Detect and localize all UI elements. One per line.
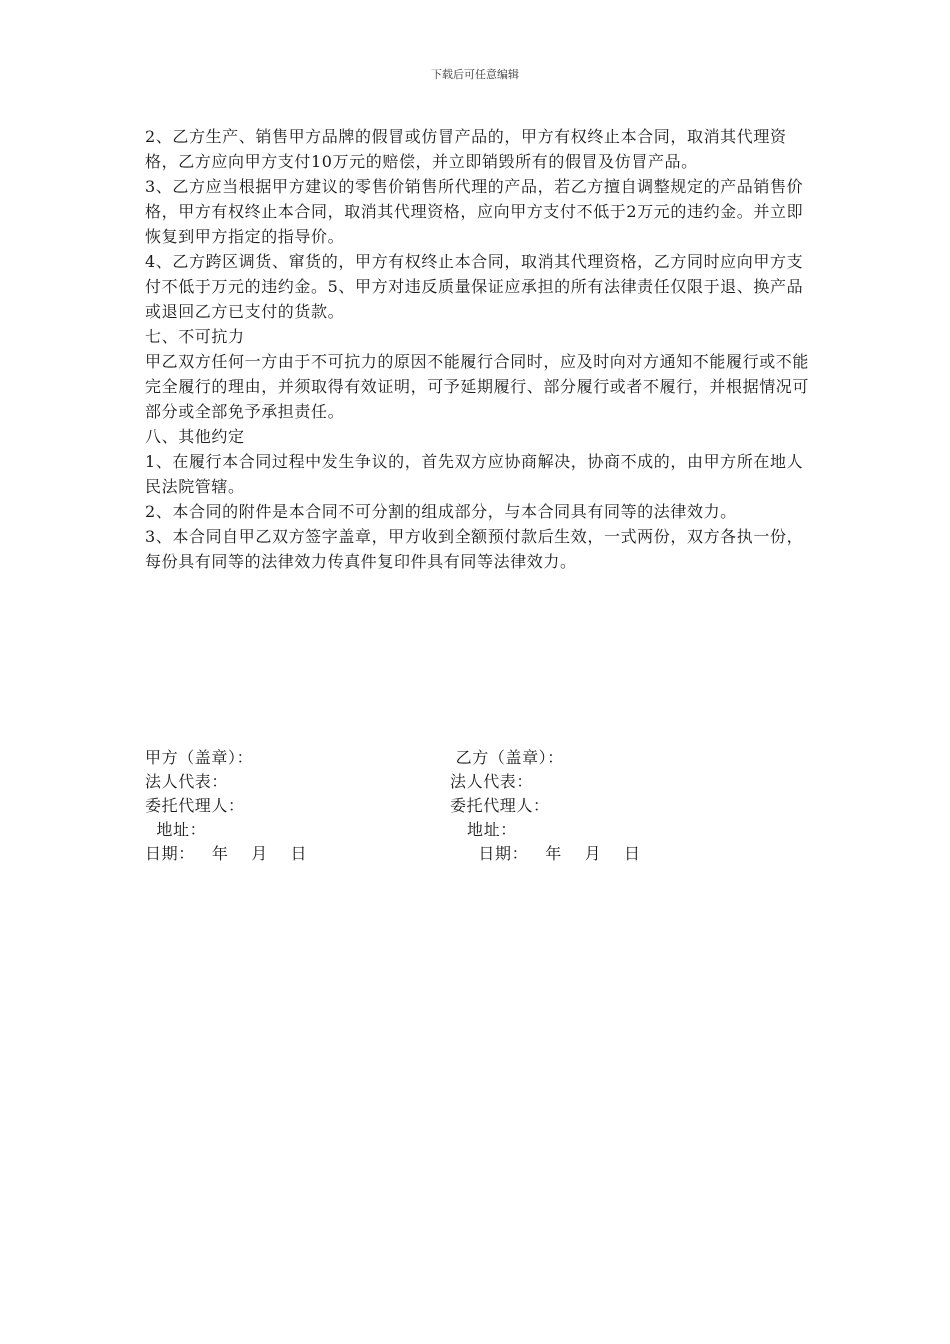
party-b-agent-label: 委托代理人： [450, 796, 550, 815]
clause-paragraph: 2、本合同的附件是本合同不可分割的组成部分，与本合同具有同等的法律效力。 [145, 502, 737, 521]
clause-paragraph: 1、在履行本合同过程中发生争议的，首先双方应协商解决，协商不成的，由甲方所在地人民法院管辖。 [145, 452, 804, 496]
party-a-signature-block [145, 746, 445, 866]
section-heading: 七、不可抗力 [145, 327, 245, 346]
clause-paragraph: 3、乙方应当根据甲方建议的零售价销售所代理的产品，若乙方擅自调整规定的产品销售价格，甲方有权终止本合同，取消其代理资格，应向甲方支付不低于2万元的违约金。并立即恢复到甲方指定的指导价。 [145, 177, 804, 246]
party-a-legal-rep-label: 法人代表： [145, 772, 229, 791]
clause-paragraph: 2、乙方生产、销售甲方品牌的假冒或仿冒产品的，甲方有权终止本合同，取消其代理资格，乙方应向甲方支付10万元的赔偿，并立即销毁所有的假冒及仿冒产品。 [145, 127, 787, 171]
party-a-date-label: 日期： 年 月 日 [145, 844, 308, 863]
clause-paragraph: 4、乙方跨区调货、窜货的，甲方有权终止本合同，取消其代理资格，乙方同时应向甲方支付不低于万元的违约金。5、甲方对违反质量保证应承担的所有法律责任仅限于退、换产品或退回乙方已支付的货款。 [145, 252, 804, 321]
party-b-legal-rep-label: 法人代表： [450, 772, 534, 791]
party-b-date-label: 日期： 年 月 日 [450, 844, 641, 863]
page-header: 下载后可任意编辑 [431, 68, 519, 81]
party-a-agent-label: 委托代理人： [145, 796, 245, 815]
clause-paragraph: 3、本合同自甲乙双方签字盖章，甲方收到全额预付款后生效，一式两份，双方各执一份，每份具有同等的法律效力传真件复印件具有同等法律效力。 [145, 527, 804, 571]
party-a-seal-label: 甲方（盖章）： [145, 748, 254, 767]
clause-paragraph: 甲乙双方任何一方由于不可抗力的原因不能履行合同时，应及时向对方通知不能履行或不能完全履行的理由，并须取得有效证明，可予延期履行、部分履行或者不履行，并根据情况可部分或全部免予承担责任。 [145, 352, 810, 421]
party-b-address-label: 地址： [450, 820, 517, 839]
contract-body [145, 124, 810, 574]
party-b-signature-block [450, 746, 750, 866]
party-a-address-label: 地址： [145, 820, 207, 839]
party-b-seal-label: 乙方（盖章）： [450, 748, 564, 767]
section-heading: 八、其他约定 [145, 427, 245, 446]
